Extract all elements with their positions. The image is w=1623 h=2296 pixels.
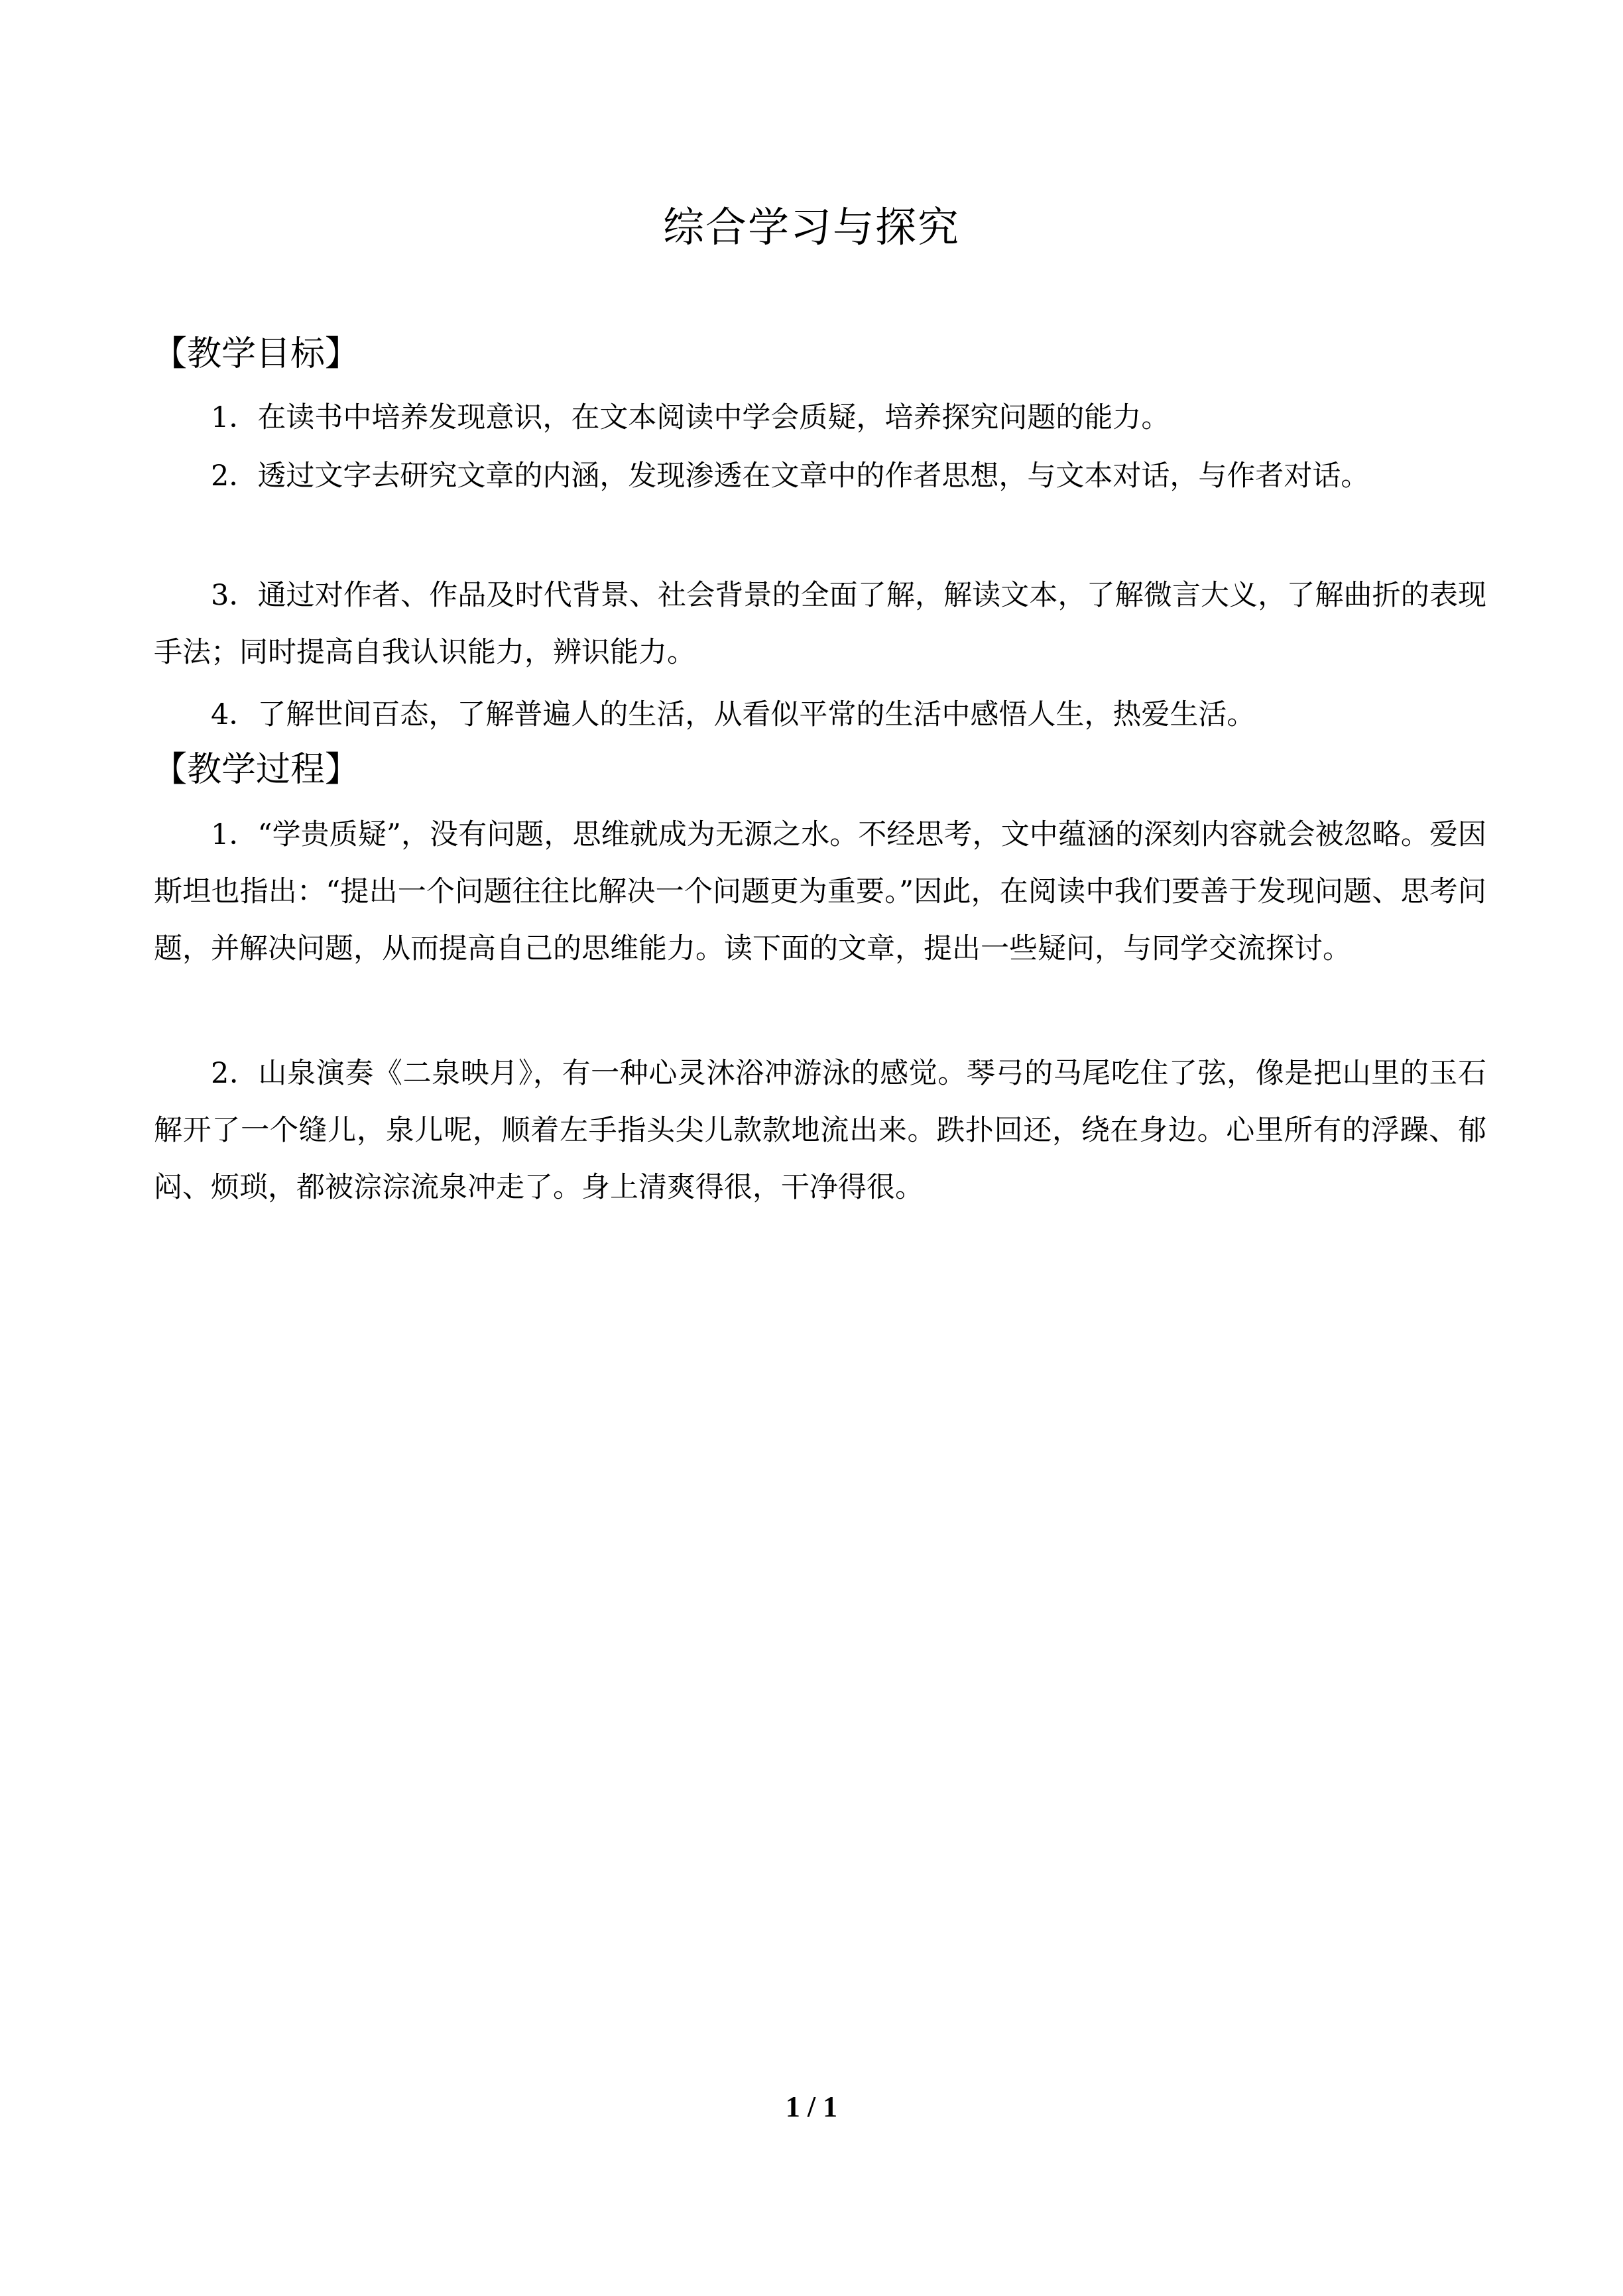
process-paragraph-1: 1．“学贵质疑”，没有问题，思维就成为无源之水。不经思考，文中蕴涵的深刻内容就会被忽略。爱因斯坦也指出：“提出一个问题往往比解决一个问题更为重要。”因此，在阅读中我们要善于发现问题、思考问题，并解决问题，从而提高自己的思维能力。读下面的文章，提出一些疑问，与同学交流探讨。 [154,818,1486,965]
objective-paragraph-3: 3．通过对作者、作品及时代背景、社会背景的全面了解，解读文本，了解微言大义，了解曲折的表现手法；同时提高自我认识能力，辨识能力。 [154,579,1486,669]
section-heading-teaching-process: 【教学过程】 [152,750,360,790]
objective-paragraph-1: 1．在读书中培养发现意识，在文本阅读中学会质疑，培养探究问题的能力。 [211,401,1170,434]
section-heading-teaching-objectives: 【教学目标】 [152,334,360,374]
document-title: 综合学习与探究 [662,203,960,251]
process-paragraph-2: 2．山泉演奏《二泉映月》，有一种心灵沐浴冲游泳的感觉。琴弓的马尾吃住了弦，像是把山里的玉石解开了一个缝儿，泉儿呢，顺着左手指头尖儿款款地流出来。跌扑回还，绕在身边。心里所有的浮躁、郁闷、烦琐，都被淙淙流泉冲走了。身上清爽得很，干净得很。 [154,1057,1486,1204]
objective-paragraph-4: 4．了解世间百态，了解普遍人的生活，从看似平常的生活中感悟人生，热爱生活。 [211,698,1256,731]
page-number: 1 / 1 [785,2090,838,2123]
objective-paragraph-2: 2．透过文字去研究文章的内涵，发现渗透在文章中的作者思想，与文本对话，与作者对话。 [211,459,1370,493]
